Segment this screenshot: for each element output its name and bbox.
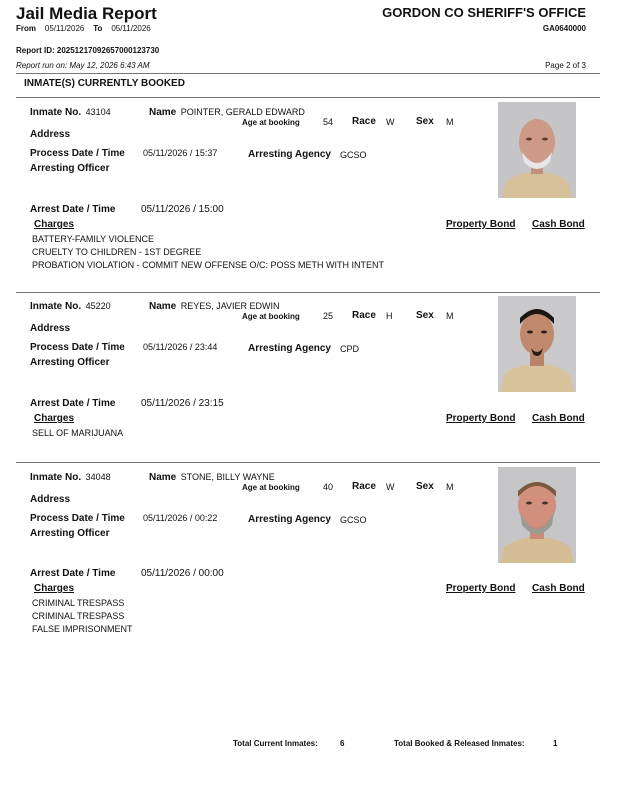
charge-item: BATTERY-FAMILY VIOLENCE [32,234,155,244]
inmate-no-value: 43104 [85,107,111,117]
charge-item: CRIMINAL TRESPASS [32,611,125,621]
record-divider [16,292,600,293]
process-value: 05/11/2026 / 15:37 [143,148,218,158]
total-current-value: 6 [340,739,345,748]
process-value: 05/11/2026 / 00:22 [143,513,218,523]
address-label: Address [30,129,71,140]
inmate-record [16,100,600,280]
charges-label: Charges [34,219,75,230]
agency-label: Arresting Agency [248,149,331,160]
sex-value: M [446,311,454,321]
inmate-record [16,465,600,645]
record-divider [16,462,600,463]
age-value: 25 [323,311,334,321]
agency-value: CPD [340,344,360,354]
inmate-photo [498,296,576,392]
report-run-on: Report run on: May 12, 2026 6:43 AM [16,61,150,70]
race-value: W [386,482,395,492]
arrest-label: Arrest Date / Time [30,204,116,215]
sex-label: Sex [416,481,434,492]
cash-bond-label: Cash Bond [532,219,585,230]
arrest-label: Arrest Date / Time [30,568,116,579]
section-divider [16,97,600,98]
process-label: Process Date / Time [30,148,125,159]
property-bond-label: Property Bond [446,413,516,424]
race-label: Race [352,310,376,321]
arrest-label: Arrest Date / Time [30,398,116,409]
sex-label: Sex [416,116,434,127]
from-date: 05/11/2026 [44,24,85,33]
name-value: STONE, BILLY WAYNE [180,472,275,482]
page-number: Page 2 of 3 [545,61,586,70]
sex-label: Sex [416,310,434,321]
age-label: Age at booking [242,118,300,127]
name-value: REYES, JAVIER EDWIN [180,301,280,311]
from-label: From [16,24,36,33]
cash-bond-label: Cash Bond [532,583,585,594]
agency-value: GCSO [340,515,367,525]
date-range [16,24,151,33]
header-divider [16,73,600,74]
age-label: Age at booking [242,483,300,492]
age-label: Age at booking [242,312,300,321]
inmate-no-value: 45220 [85,301,111,311]
property-bond-label: Property Bond [446,219,516,230]
inmate-record [16,294,600,444]
inmate-photo [498,102,576,198]
process-label: Process Date / Time [30,342,125,353]
arrest-value: 05/11/2026 / 15:00 [141,204,224,215]
charge-item: SELL OF MARIJUANA [32,428,124,438]
charge-item: CRUELTY TO CHILDREN - 1ST DEGREE [32,247,202,257]
arrest-value: 05/11/2026 / 00:00 [141,568,224,579]
property-bond-label: Property Bond [446,583,516,594]
office-name: GORDON CO SHERIFF'S OFFICE [382,5,586,20]
report-title: Jail Media Report [16,4,157,23]
to-date: 05/11/2026 [111,24,151,33]
address-label: Address [30,494,71,505]
agency-value: GCSO [340,150,367,160]
age-value: 54 [323,117,334,127]
inmate-photo [498,467,576,563]
to-label: To [93,24,103,33]
address-label: Address [30,323,71,334]
name-label: Name [149,301,177,312]
inmate-no-label: Inmate No. [30,472,82,483]
name-label: Name [149,472,177,483]
charge-item: FALSE IMPRISONMENT [32,624,133,634]
race-label: Race [352,481,376,492]
inmate-no-label: Inmate No. [30,301,82,312]
inmate-no-label: Inmate No. [30,107,82,118]
process-value: 05/11/2026 / 23:44 [143,342,218,352]
name-label: Name [149,107,177,118]
total-current-label: Total Current Inmates: [233,739,318,748]
report-id: Report ID: 20251217092657000123730 [16,46,160,55]
section-title: INMATE(S) CURRENTLY BOOKED [24,78,185,89]
inmate-no-value: 34048 [85,472,111,482]
race-value: H [386,311,393,321]
race-label: Race [352,116,376,127]
sex-value: M [446,482,454,492]
charge-item: CRIMINAL TRESPASS [32,598,125,608]
officer-label: Arresting Officer [30,163,110,174]
sex-value: M [446,117,454,127]
agency-code: GA0640000 [542,24,586,33]
name-value: POINTER, GERALD EDWARD [180,107,305,117]
charges-label: Charges [34,413,75,424]
age-value: 40 [323,482,334,492]
race-value: W [386,117,395,127]
officer-label: Arresting Officer [30,528,110,539]
process-label: Process Date / Time [30,513,125,524]
agency-label: Arresting Agency [248,343,331,354]
officer-label: Arresting Officer [30,357,110,368]
cash-bond-label: Cash Bond [532,413,585,424]
total-booked-value: 1 [553,739,558,748]
arrest-value: 05/11/2026 / 23:15 [141,398,224,409]
agency-label: Arresting Agency [248,514,331,525]
total-booked-label: Total Booked & Released Inmates: [394,739,525,748]
charge-item: PROBATION VIOLATION - COMMIT NEW OFFENSE O/C: POSS METH WITH INTENT [32,260,385,270]
charges-label: Charges [34,583,75,594]
